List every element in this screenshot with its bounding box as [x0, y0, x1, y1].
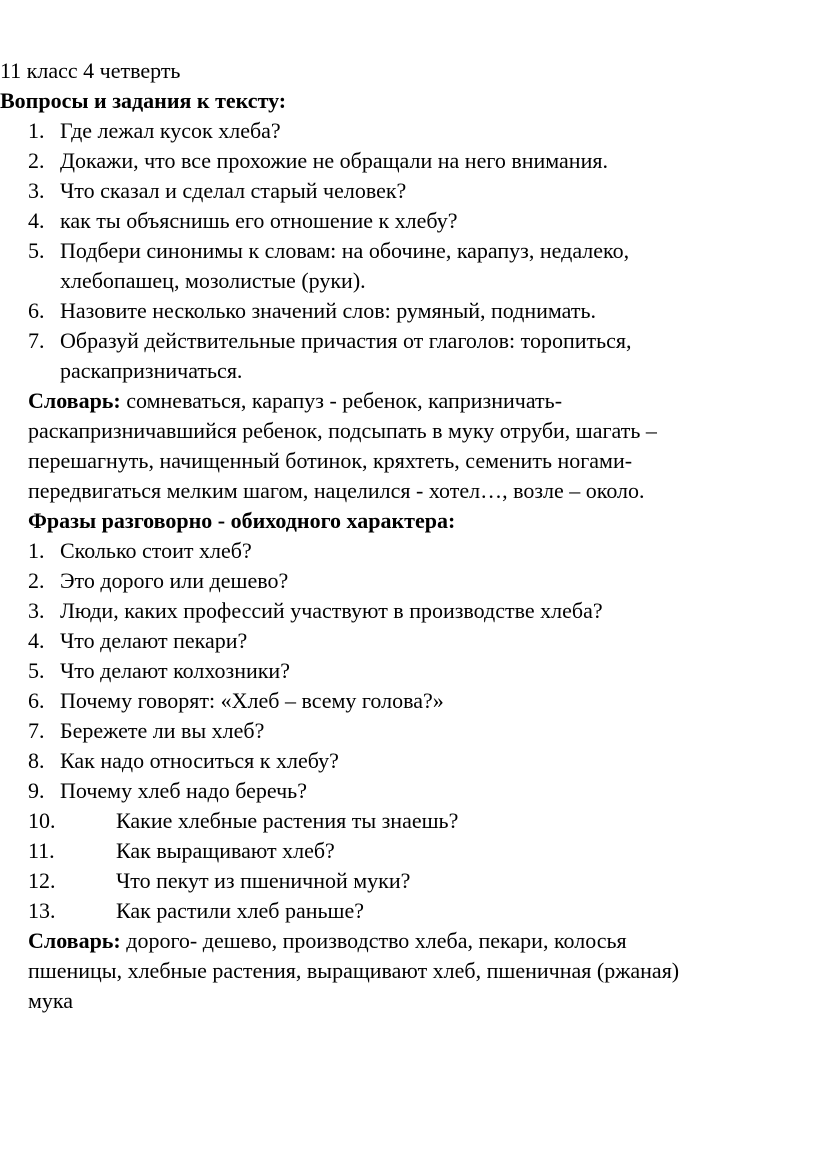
list-number: 7.: [28, 718, 45, 743]
vocabulary-block-1: [0, 386, 800, 416]
list-item: [0, 206, 800, 236]
list-item: [0, 896, 800, 926]
list-text: Где лежал кусок хлеба?: [60, 118, 281, 143]
list-text: Сколько стоит хлеб?: [60, 538, 252, 563]
list-item: [0, 806, 800, 836]
list-text: Назовите несколько значений слов: румяный, поднимать.: [60, 298, 596, 323]
list-text-continuation: хлебопашец, мозолистые (руки).: [60, 268, 366, 293]
list-number: 1.: [28, 118, 45, 143]
list-item: [0, 866, 800, 896]
list-text: Какие хлебные растения ты знаешь?: [116, 808, 459, 833]
list-item: [0, 776, 800, 806]
list-item: [0, 656, 800, 686]
vocabulary-label: Словарь:: [28, 928, 121, 953]
list-number: 7.: [28, 328, 45, 353]
list-item: [0, 236, 800, 296]
document-page: [0, 56, 800, 1016]
list-item: [0, 626, 800, 656]
list-item: [0, 176, 800, 206]
list-number: 8.: [28, 748, 45, 773]
list-text: Как выращивают хлеб?: [116, 838, 335, 863]
list-text: Что делают колхозники?: [60, 658, 290, 683]
vocabulary-label: Словарь:: [28, 388, 121, 413]
questions-title: Вопросы и задания к тексту:: [0, 88, 287, 113]
list-number: 4.: [28, 208, 45, 233]
list-text: Докажи, что все прохожие не обращали на него внимания.: [60, 148, 608, 173]
vocabulary-block-2: [0, 926, 800, 956]
list-item: [0, 146, 800, 176]
questions-list: [0, 116, 800, 386]
list-text: Люди, каких профессий участвуют в производстве хлеба?: [60, 598, 603, 623]
list-number: 1.: [28, 538, 45, 563]
list-number: 13.: [28, 898, 56, 923]
vocabulary-line: пшеницы, хлебные растения, выращивают хлеб, пшеничная (ржаная): [28, 958, 680, 983]
list-text: Почему говорят: «Хлеб – всему голова?»: [60, 688, 444, 713]
phrases-title: Фразы разговорно - обиходного характера:: [28, 508, 456, 533]
list-item: [0, 746, 800, 776]
list-number: 11.: [28, 838, 55, 863]
list-text: Бережете ли вы хлеб?: [60, 718, 265, 743]
list-text: Почему хлеб надо беречь?: [60, 778, 307, 803]
grade-line: 11 класс 4 четверть: [0, 58, 181, 83]
list-text: Что сказал и сделал старый человек?: [60, 178, 407, 203]
list-number: 6.: [28, 298, 45, 323]
list-text: Как надо относиться к хлебу?: [60, 748, 339, 773]
vocabulary-line: раскапризничавшийся ребенок, подсыпать в муку отруби, шагать –: [28, 418, 657, 443]
vocabulary-line: передвигаться мелким шагом, нацелился - хотел…, возле – около.: [28, 478, 645, 503]
phrases-list: [0, 536, 800, 926]
list-item: [0, 716, 800, 746]
vocabulary-line: перешагнуть, начищенный ботинок, кряхтеть, семенить ногами-: [28, 448, 633, 473]
list-number: 6.: [28, 688, 45, 713]
list-number: 2.: [28, 568, 45, 593]
list-item: [0, 296, 800, 326]
list-number: 3.: [28, 598, 45, 623]
list-text: Как растили хлеб раньше?: [116, 898, 364, 923]
list-item: [0, 836, 800, 866]
vocabulary-text: сомневаться, карапуз - ребенок, капризничать-: [120, 388, 563, 413]
list-number: 5.: [28, 658, 45, 683]
list-text: как ты объяснишь его отношение к хлебу?: [60, 208, 458, 233]
list-item: [0, 566, 800, 596]
list-text: Это дорого или дешево?: [60, 568, 289, 593]
list-item: [0, 536, 800, 566]
list-number: 3.: [28, 178, 45, 203]
list-number: 10.: [28, 808, 56, 833]
list-item: [0, 596, 800, 626]
list-item: [0, 116, 800, 146]
list-item: [0, 686, 800, 716]
list-text-continuation: раскапризничаться.: [60, 358, 243, 383]
vocabulary-line: мука: [28, 988, 74, 1013]
list-text: Что пекут из пшеничной муки?: [116, 868, 411, 893]
list-number: 5.: [28, 238, 45, 263]
list-number: 12.: [28, 868, 56, 893]
list-number: 9.: [28, 778, 45, 803]
list-text: Что делают пекари?: [60, 628, 248, 653]
list-item: [0, 326, 800, 386]
list-text: Подбери синонимы к словам: на обочине, карапуз, недалеко,: [60, 238, 630, 263]
vocabulary-text: дорого- дешево, производство хлеба, пекари, колосья: [120, 928, 627, 953]
list-text: Образуй действительные причастия от глаголов: торопиться,: [60, 328, 632, 353]
list-number: 2.: [28, 148, 45, 173]
list-number: 4.: [28, 628, 45, 653]
